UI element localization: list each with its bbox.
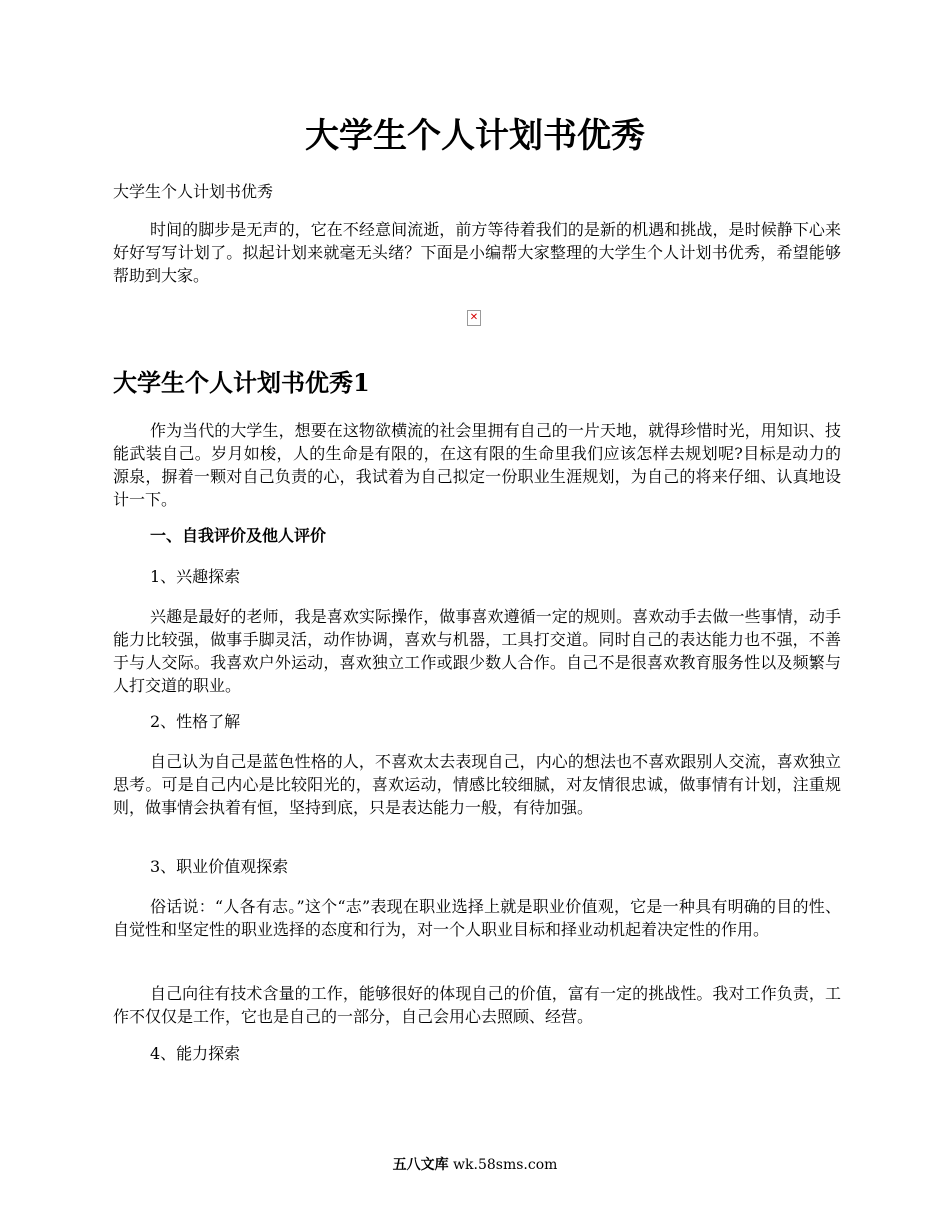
item2-paragraph: 自己认为自己是蓝色性格的人，不喜欢太去表现自己，内心的想法也不喜欢跟别人交流，喜欢独立思考。可是自己内心是比较阳光的，喜欢运动，情感比较细腻，对友情很忠诚，做事情有计划，注重规则，做事情会执着有恒，坚持到底，只是表达能力一般，有待加强。	[113, 752, 841, 817]
item1-paragraph: 兴趣是最好的老师，我是喜欢实际操作，做事喜欢遵循一定的规则。喜欢动手去做一些事情，动手能力比较强，做事手脚灵活，动作协调，喜欢与机器，工具打交道。同时自己的表达能力也不强，不善于与人交际。我喜欢户外运动，喜欢独立工作或跟少数人合作。自己不是很喜欢教育服务性以及频繁与人打交道的职业。	[113, 607, 841, 695]
item2-heading: 2、性格了解	[150, 712, 241, 731]
page-footer	[0, 1155, 950, 1175]
item1-heading: 1、兴趣探索	[150, 567, 241, 586]
item3-paragraph-2: 自己向往有技术含量的工作，能够很好的体现自己的价值，富有一定的挑战性。我对工作负责，工作不仅仅是工作，它也是自己的一部分，自己会用心去照顾、经营。	[113, 984, 841, 1026]
intro-paragraph: 时间的脚步是无声的，它在不经意间流逝，前方等待着我们的是新的机遇和挑战，是时候静下心来好好写写计划了。拟起计划来就毫无头绪？下面是小编帮大家整理的大学生个人计划书优秀，希望能够帮助到大家。	[113, 220, 841, 285]
part1-heading: 一、自我评价及他人评价	[150, 526, 327, 545]
item3-heading: 3、职业价值观探索	[150, 857, 289, 876]
item3-paragraph-1: 俗话说：“人各有志。”这个“志”表现在职业选择上就是职业价值观，它是一种具有明确的目的性、自觉性和坚定性的职业选择的态度和行为，对一个人职业目标和择业动机起着决定性的作用。	[113, 897, 841, 939]
footer-brand: 五八文库	[392, 1157, 449, 1173]
broken-image-icon: ✕	[467, 310, 481, 326]
section-intro-paragraph: 作为当代的大学生，想要在这物欲横流的社会里拥有自己的一片天地，就得珍惜时光，用知识、技能武装自己。岁月如梭，人的生命是有限的，在这有限的生命里我们应该怎样去规划呢?目标是动力的源泉，摒着一颗对自己负责的心，我试着为自己拟定一份职业生涯规划，为自己的将来仔细、认真地设计一下。	[113, 421, 841, 509]
footer-site[interactable]: wk.58sms.com	[453, 1157, 558, 1173]
section-heading: 大学生个人计划书优秀1	[113, 368, 370, 397]
document-subtitle: 大学生个人计划书优秀	[113, 182, 274, 201]
document-title: 大学生个人计划书优秀	[305, 116, 645, 156]
item4-heading: 4、能力探索	[150, 1044, 241, 1063]
